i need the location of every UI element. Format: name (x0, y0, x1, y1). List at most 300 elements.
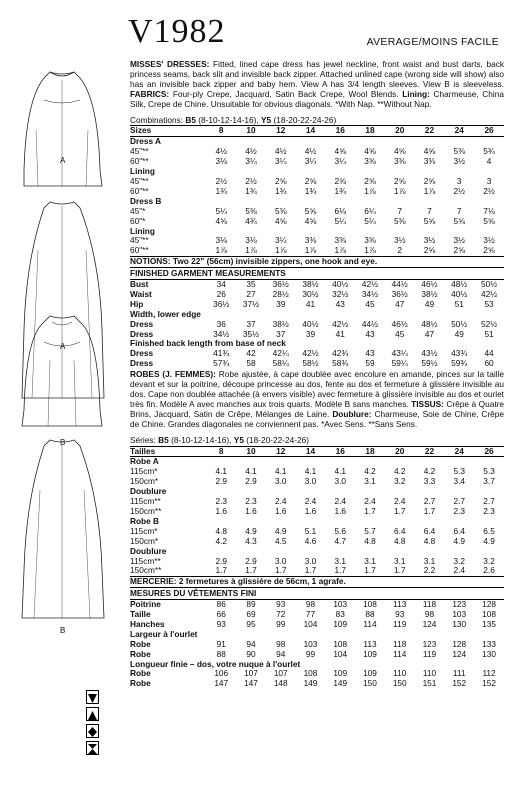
table-cell: 4.1 (334, 466, 346, 477)
size-header-cell: 14 (296, 446, 326, 457)
table-cell: 5⅝ (453, 215, 465, 226)
table-cell: 37 (246, 318, 256, 329)
table-cell: 152 (452, 678, 467, 689)
table-row (130, 207, 504, 217)
row-label: 60"** (130, 185, 149, 196)
table-cell: 91 (216, 638, 226, 649)
table-section-row (130, 167, 504, 177)
table-cell: 2⅝ (453, 245, 465, 256)
table-cell: 1¾ (304, 185, 317, 196)
row-label: Robe (130, 648, 151, 659)
table-cell: 113 (363, 638, 377, 649)
table-cell: 2.3 (483, 505, 495, 516)
table-cell: 58 (246, 358, 256, 369)
table-cell: 5⅝ (304, 205, 317, 216)
row-label: Taille (130, 609, 151, 620)
figure-label: A (60, 156, 66, 165)
table-cell: 1⅞ (304, 245, 317, 256)
table-cell: 4½ (274, 146, 287, 157)
table-cell: 4.7 (334, 535, 346, 546)
row-label: Robe (130, 668, 151, 679)
table-cell: 42¼ (272, 348, 289, 359)
hourglass-icon (86, 741, 99, 755)
table-cell: 43¼ (391, 348, 408, 359)
size-header-cell: 12 (266, 126, 296, 137)
section-label: Robe B (130, 515, 160, 526)
table-cell: 2½ (483, 185, 495, 196)
table-row (130, 217, 504, 227)
table-cell: 57¾ (213, 358, 230, 369)
table-cell: 51 (484, 328, 494, 339)
table-cell: 36½ (391, 288, 408, 299)
table-cell: 103 (333, 599, 348, 610)
table-header-row (130, 126, 504, 137)
table-cell: 148 (273, 678, 288, 689)
row-label: 60"** (130, 156, 149, 167)
table-cell: 2.3 (453, 505, 465, 516)
table-cell: 5¼ (334, 215, 346, 226)
row-label: 45"** (130, 175, 149, 186)
table-cell: 1.6 (274, 505, 287, 516)
size-range: (8-10-12-14-16), (171, 434, 232, 445)
table-cell: 58½ (302, 358, 319, 369)
table-cell: 66 (216, 609, 226, 620)
table-cell: 51 (454, 298, 464, 309)
table-cell: 43 (365, 328, 375, 339)
table-cell: 2.7 (453, 496, 465, 507)
table-cell: 2.9 (245, 476, 257, 487)
table-cell: 1.7 (364, 505, 376, 516)
table-cell: 2.9 (215, 555, 227, 566)
table-cell: 6.4 (453, 525, 465, 536)
table-cell: 1.7 (215, 565, 227, 576)
table-cell: 4 (486, 156, 492, 167)
table-cell: 4¾ (245, 215, 257, 226)
table-cell: 3½ (453, 156, 465, 167)
table-cell: 5.1 (304, 525, 317, 536)
lining-label: Lining: (402, 88, 430, 99)
table-cell: 2.6 (483, 565, 495, 576)
table-cell: 124 (452, 648, 467, 659)
table-cell: 119 (422, 648, 437, 659)
table-cell: 94 (246, 638, 256, 649)
size-column-label: Sizes (130, 126, 206, 137)
table-cell: 150 (392, 678, 407, 689)
table-cell: 4⅝ (364, 146, 376, 157)
row-label: Poitrine (130, 599, 161, 610)
table-cell: 34 (216, 279, 226, 290)
section-label: Dress A (130, 136, 162, 147)
section-label: Lining (130, 166, 155, 177)
table-section-row (130, 457, 504, 467)
row-label: 150cm* (130, 535, 159, 546)
table-cell: 3⅜ (334, 235, 346, 246)
table-cell: 4.9 (245, 525, 257, 536)
row-label: Bust (130, 279, 149, 290)
table-cell: 36½ (272, 279, 289, 290)
table-cell: 59¾ (451, 358, 468, 369)
table-cell: 5¼ (364, 215, 376, 226)
table-cell: 27 (246, 288, 256, 299)
table-cell: 5⅝ (423, 215, 436, 226)
table-cell: 108 (333, 638, 348, 649)
table-cell: 93 (276, 599, 286, 610)
table-cell: 46½ (391, 318, 408, 329)
table-cell: 119 (393, 618, 407, 629)
size-header-cell: 24 (444, 126, 474, 137)
table-cell: 2.7 (423, 496, 436, 507)
size-code: B5 (158, 434, 169, 445)
table-cell: 149 (303, 678, 318, 689)
table-cell: 4.1 (274, 466, 287, 477)
row-label: 150cm** (130, 565, 162, 576)
section-label: Doublure (130, 545, 167, 556)
notions-text: MERCERIE: 2 fermetures à glissière de 56cm, 1 agrafe. (130, 577, 504, 588)
table-cell: 4.1 (215, 466, 227, 477)
table-cell: 3.0 (274, 476, 287, 487)
difficulty-label: AVERAGE/MOINS FACILE (366, 36, 499, 48)
size-header-cell: 26 (474, 446, 504, 457)
table-cell: 3⅜ (393, 156, 406, 167)
table-cell: 4½ (215, 146, 227, 157)
table-cell: 3.3 (423, 476, 436, 487)
main-content (130, 60, 504, 689)
table-cell: 106 (214, 668, 229, 679)
lining-label: Doublure: (332, 408, 372, 419)
row-label: 45"** (130, 146, 149, 157)
table-cell: 4⅝ (423, 146, 436, 157)
table-cell: 5.7 (364, 525, 376, 536)
table-cell: 3¼ (334, 156, 346, 167)
table-cell: 60 (484, 358, 494, 369)
table-cell: 1.7 (364, 565, 376, 576)
technical-drawings (0, 60, 118, 780)
section-label: Robe A (130, 456, 159, 467)
row-label: 150cm* (130, 476, 159, 487)
table-cell: 2.9 (245, 555, 257, 566)
table-cell: 4.1 (304, 466, 317, 477)
description-title: ROBES (J. FEMMES): (130, 369, 216, 380)
table-cell: 130 (482, 648, 496, 659)
table-cell: 108 (363, 599, 377, 610)
table-cell: 93 (216, 618, 226, 629)
section-label: Doublure (130, 486, 167, 497)
table-cell: 5⅜ (245, 205, 257, 216)
table-cell: 1¾ (334, 185, 346, 196)
size-header-cell: 8 (206, 126, 236, 137)
table-cell: 1.6 (245, 505, 257, 516)
table-cell: 93 (395, 609, 405, 620)
table-cell: 7 (397, 205, 403, 216)
table-cell: 4.5 (274, 535, 287, 546)
row-label: 115cm* (130, 525, 158, 536)
table-cell: 5⅜ (393, 215, 406, 226)
row-label: Hanches (130, 618, 165, 629)
table-cell: 35 (246, 279, 256, 290)
table-cell: 124 (422, 618, 437, 629)
table-cell: 3⅛ (215, 156, 227, 167)
table-cell: 4½ (304, 146, 317, 157)
description-en (130, 60, 504, 110)
table-cell: 34½ (213, 328, 230, 339)
table-cell: 123 (452, 599, 467, 610)
table-section-row (130, 137, 504, 147)
fabrics-label: FABRICS: (130, 88, 170, 99)
table-cell: 6⅛ (334, 205, 346, 216)
table-cell: 1⅞ (215, 245, 227, 256)
table-cell: 4.2 (215, 535, 227, 546)
table-cell: 5.3 (453, 466, 465, 477)
table-cell: 133 (482, 638, 496, 649)
table-section-row (130, 660, 504, 670)
table-cell: 94 (276, 648, 286, 659)
table-cell: 2.7 (483, 496, 495, 507)
table-cell: 3¼ (274, 156, 287, 167)
table-cell: 4⅝ (393, 146, 406, 157)
table-cell: 3.1 (364, 555, 376, 566)
table-cell: 42½ (302, 348, 319, 359)
table-cell: 3.4 (453, 476, 465, 487)
size-header-cell: 20 (385, 446, 415, 457)
table-cell: 1.6 (304, 505, 317, 516)
row-label: Robe (130, 638, 151, 649)
table-cell: 4⅝ (215, 215, 227, 226)
row-label: Waist (130, 288, 152, 299)
size-header-cell: 10 (236, 126, 266, 137)
table-cell: 42¾ (332, 348, 349, 359)
table-cell: 39 (305, 328, 316, 339)
lining-text: Charmeuse, China Silk, Crepe de Chine. Unsuitable for obvious diagonals. *With Nap. **Without Nap. (130, 88, 504, 109)
table-cell: 4⅝ (304, 215, 317, 226)
table-cell: 4.8 (423, 535, 436, 546)
table-cell: 43 (335, 298, 345, 309)
table-cell: 3½ (453, 235, 465, 246)
size-header-cell: 24 (444, 446, 474, 457)
table-cell: 42½ (480, 288, 498, 299)
table-cell: 40½ (332, 279, 349, 290)
table-cell: 98 (276, 638, 286, 649)
table-cell: 1⅞ (393, 185, 406, 196)
table-cell: 98 (305, 599, 316, 610)
table-cell: 135 (482, 618, 496, 629)
table-cell: 7⅛ (483, 205, 495, 216)
table-row (130, 497, 504, 507)
size-range: (18-20-22-24-26) (246, 434, 309, 445)
table-cell: 41 (335, 328, 345, 339)
table-cell: 46½ (421, 279, 438, 290)
table-cell: 38½ (421, 288, 438, 299)
table-cell: 34½ (361, 288, 379, 299)
table-cell: 3.2 (483, 555, 495, 566)
table-cell: 1.7 (423, 505, 436, 516)
table-cell: 4.3 (245, 535, 257, 546)
table-cell: 35½ (242, 328, 260, 339)
table-cell: 4.6 (304, 535, 317, 546)
table-row (130, 177, 504, 187)
table-cell: 150 (363, 678, 377, 689)
table-cell: 6¼ (364, 205, 376, 216)
table-cell: 2.9 (215, 476, 227, 487)
table-cell: 118 (393, 638, 407, 649)
table-cell: 109 (363, 668, 377, 679)
pattern-number: V1982 (128, 13, 226, 50)
table-cell: 2½ (245, 175, 257, 186)
size-code: B5 (185, 114, 196, 125)
table-cell: 114 (363, 618, 377, 629)
table-cell: 77 (305, 609, 316, 620)
table-row (130, 679, 504, 689)
table-cell: 2⅝ (423, 175, 436, 186)
row-label: Dress (130, 358, 154, 369)
table-row (130, 477, 504, 487)
table-cell: 3.2 (393, 476, 406, 487)
table-row (130, 246, 504, 256)
table-cell: 3 (456, 175, 462, 186)
notions-row (130, 257, 504, 268)
row-label: 115cm* (130, 466, 158, 477)
table-cell: 104 (333, 648, 348, 659)
table-cell: 43½ (421, 348, 438, 359)
table-cell: 48½ (451, 279, 468, 290)
table-cell: 151 (422, 678, 437, 689)
table-cell: 1¾ (245, 185, 257, 196)
section-label: Dress B (130, 195, 162, 206)
table-cell: 3.0 (334, 476, 346, 487)
table-row (130, 236, 504, 246)
combinations-label: Séries: (130, 434, 156, 445)
table-cell: 69 (246, 609, 256, 620)
table-cell: 152 (482, 678, 496, 689)
table-cell: 149 (333, 678, 348, 689)
table-cell: 108 (482, 609, 496, 620)
size-header-cell: 14 (296, 126, 326, 137)
table-cell: 88 (365, 609, 375, 620)
table-cell: 1⅞ (364, 185, 376, 196)
table-row (130, 640, 504, 650)
table-cell: 2.4 (304, 496, 317, 507)
size-code: Y5 (261, 114, 272, 125)
table-cell: 6.5 (483, 525, 495, 536)
measurements-heading: MESURES DU VÊTEMENTS FINI (130, 588, 504, 600)
table-row (130, 527, 504, 537)
table-cell: 43¾ (451, 348, 468, 359)
table-cell: 50½ (451, 318, 468, 329)
table-cell: 52½ (480, 318, 498, 329)
row-label: 115cm** (130, 496, 161, 507)
table-cell: 3.1 (393, 555, 406, 566)
measurements-heading-row (130, 588, 504, 600)
marking-symbols (86, 690, 100, 758)
table-cell: 2.2 (423, 565, 436, 576)
table-cell: 7 (456, 205, 462, 216)
table-cell: 114 (393, 648, 407, 659)
lining-text: Charmeuse, Soie de Chine, Crêpe de Chine. Grandes diagonales ne conviennent pas. *Avec Sens. **Sans Sens. (130, 408, 504, 429)
table-cell: 59½ (421, 358, 438, 369)
table-cell: 2⅝ (483, 245, 495, 256)
table-cell: 3½ (393, 235, 406, 246)
table-cell: 36 (216, 318, 226, 329)
table-cell: 3 (486, 175, 492, 186)
table-cell: 4.2 (423, 466, 436, 477)
table-cell: 41 (305, 298, 316, 309)
table-cell: 49 (424, 298, 435, 309)
table-cell: 2.4 (274, 496, 287, 507)
table-section-row (130, 227, 504, 237)
table-cell: 38½ (302, 279, 319, 290)
size-header-cell: 16 (325, 126, 355, 137)
table-cell: 59¼ (391, 358, 408, 369)
yardage-table-fr (130, 446, 504, 690)
table-cell: 32½ (332, 288, 349, 299)
table-cell: 47 (424, 328, 435, 339)
table-cell: 1.7 (393, 565, 406, 576)
table-cell: 118 (422, 599, 437, 610)
row-label: 45"** (130, 235, 149, 246)
table-cell: 2.4 (364, 496, 376, 507)
table-cell: 2⅝ (304, 175, 317, 186)
table-cell: 59 (365, 358, 375, 369)
table-row (130, 147, 504, 157)
row-label: 60"* (130, 215, 146, 226)
table-cell: 38½ (272, 318, 289, 329)
table-cell: 5¾ (483, 146, 495, 157)
table-cell: 44 (484, 348, 494, 359)
table-cell: 103 (303, 638, 318, 649)
size-header-cell: 26 (474, 126, 504, 137)
table-cell: 2½ (215, 175, 227, 186)
size-column-label: Tailles (130, 446, 206, 457)
table-cell: 72 (276, 609, 286, 620)
row-label: Dress (130, 318, 154, 329)
row-label: Dress (130, 328, 154, 339)
table-cell: 3⅛ (215, 235, 227, 246)
table-cell: 45 (395, 328, 405, 339)
table-cell: 47 (395, 298, 405, 309)
table-cell: 4⅝ (274, 215, 287, 226)
table-cell: 2⅝ (274, 175, 287, 186)
description-text: Robe ajustée, à cape doublée avec encolure en amande, pinces sur la taille devant et sur la poitrine, découpe princesse au dos, fente au dos et fermeture à glissière invisible au dos. Cape non doublée attachée (à envers visible) avec fermeture à glissière invisible au dos et ourlet très fin. Modèle A avec manches aux trois quarts. Modèle B sans manches. (130, 369, 504, 409)
table-cell: 98 (424, 609, 435, 620)
table-cell: 3½ (483, 235, 495, 246)
table-cell: 5⅜ (274, 205, 287, 216)
table-cell: 3¼ (304, 156, 317, 167)
description-fr (130, 370, 504, 429)
table-cell: 1¾ (274, 185, 287, 196)
figure-label: B (60, 626, 66, 635)
table-cell: 107 (244, 668, 258, 679)
table-cell: 88 (216, 648, 226, 659)
description-text: Fitted, lined cape dress has jewel neckline, front waist and bust darts, back princess seams, back slit and invisible back zipper. Attached unlined cape (wrong side will show) also has an invisible back zipper and baby hem. View A has 3/4 length sleeves. View B is sleeveless. (130, 59, 504, 89)
table-cell: 3¼ (245, 156, 257, 167)
table-cell: 4.2 (364, 466, 376, 477)
table-cell: 5.3 (483, 466, 495, 477)
table-cell: 41¾ (213, 348, 230, 359)
table-cell: 3.0 (304, 476, 317, 487)
garment-sketches (0, 60, 118, 780)
table-cell: 44½ (361, 318, 379, 329)
table-cell: 1.6 (334, 505, 346, 516)
table-cell: 4.8 (215, 525, 227, 536)
table-cell: 40½ (451, 288, 468, 299)
table-cell: 110 (393, 668, 407, 679)
table-cell: 3.1 (334, 555, 346, 566)
table-row (130, 610, 504, 620)
table-cell: 58¼ (272, 358, 289, 369)
table-cell: 2.3 (215, 496, 227, 507)
table-section-row (130, 630, 504, 640)
table-cell: 5.6 (334, 525, 346, 536)
table-cell: 104 (303, 618, 318, 629)
